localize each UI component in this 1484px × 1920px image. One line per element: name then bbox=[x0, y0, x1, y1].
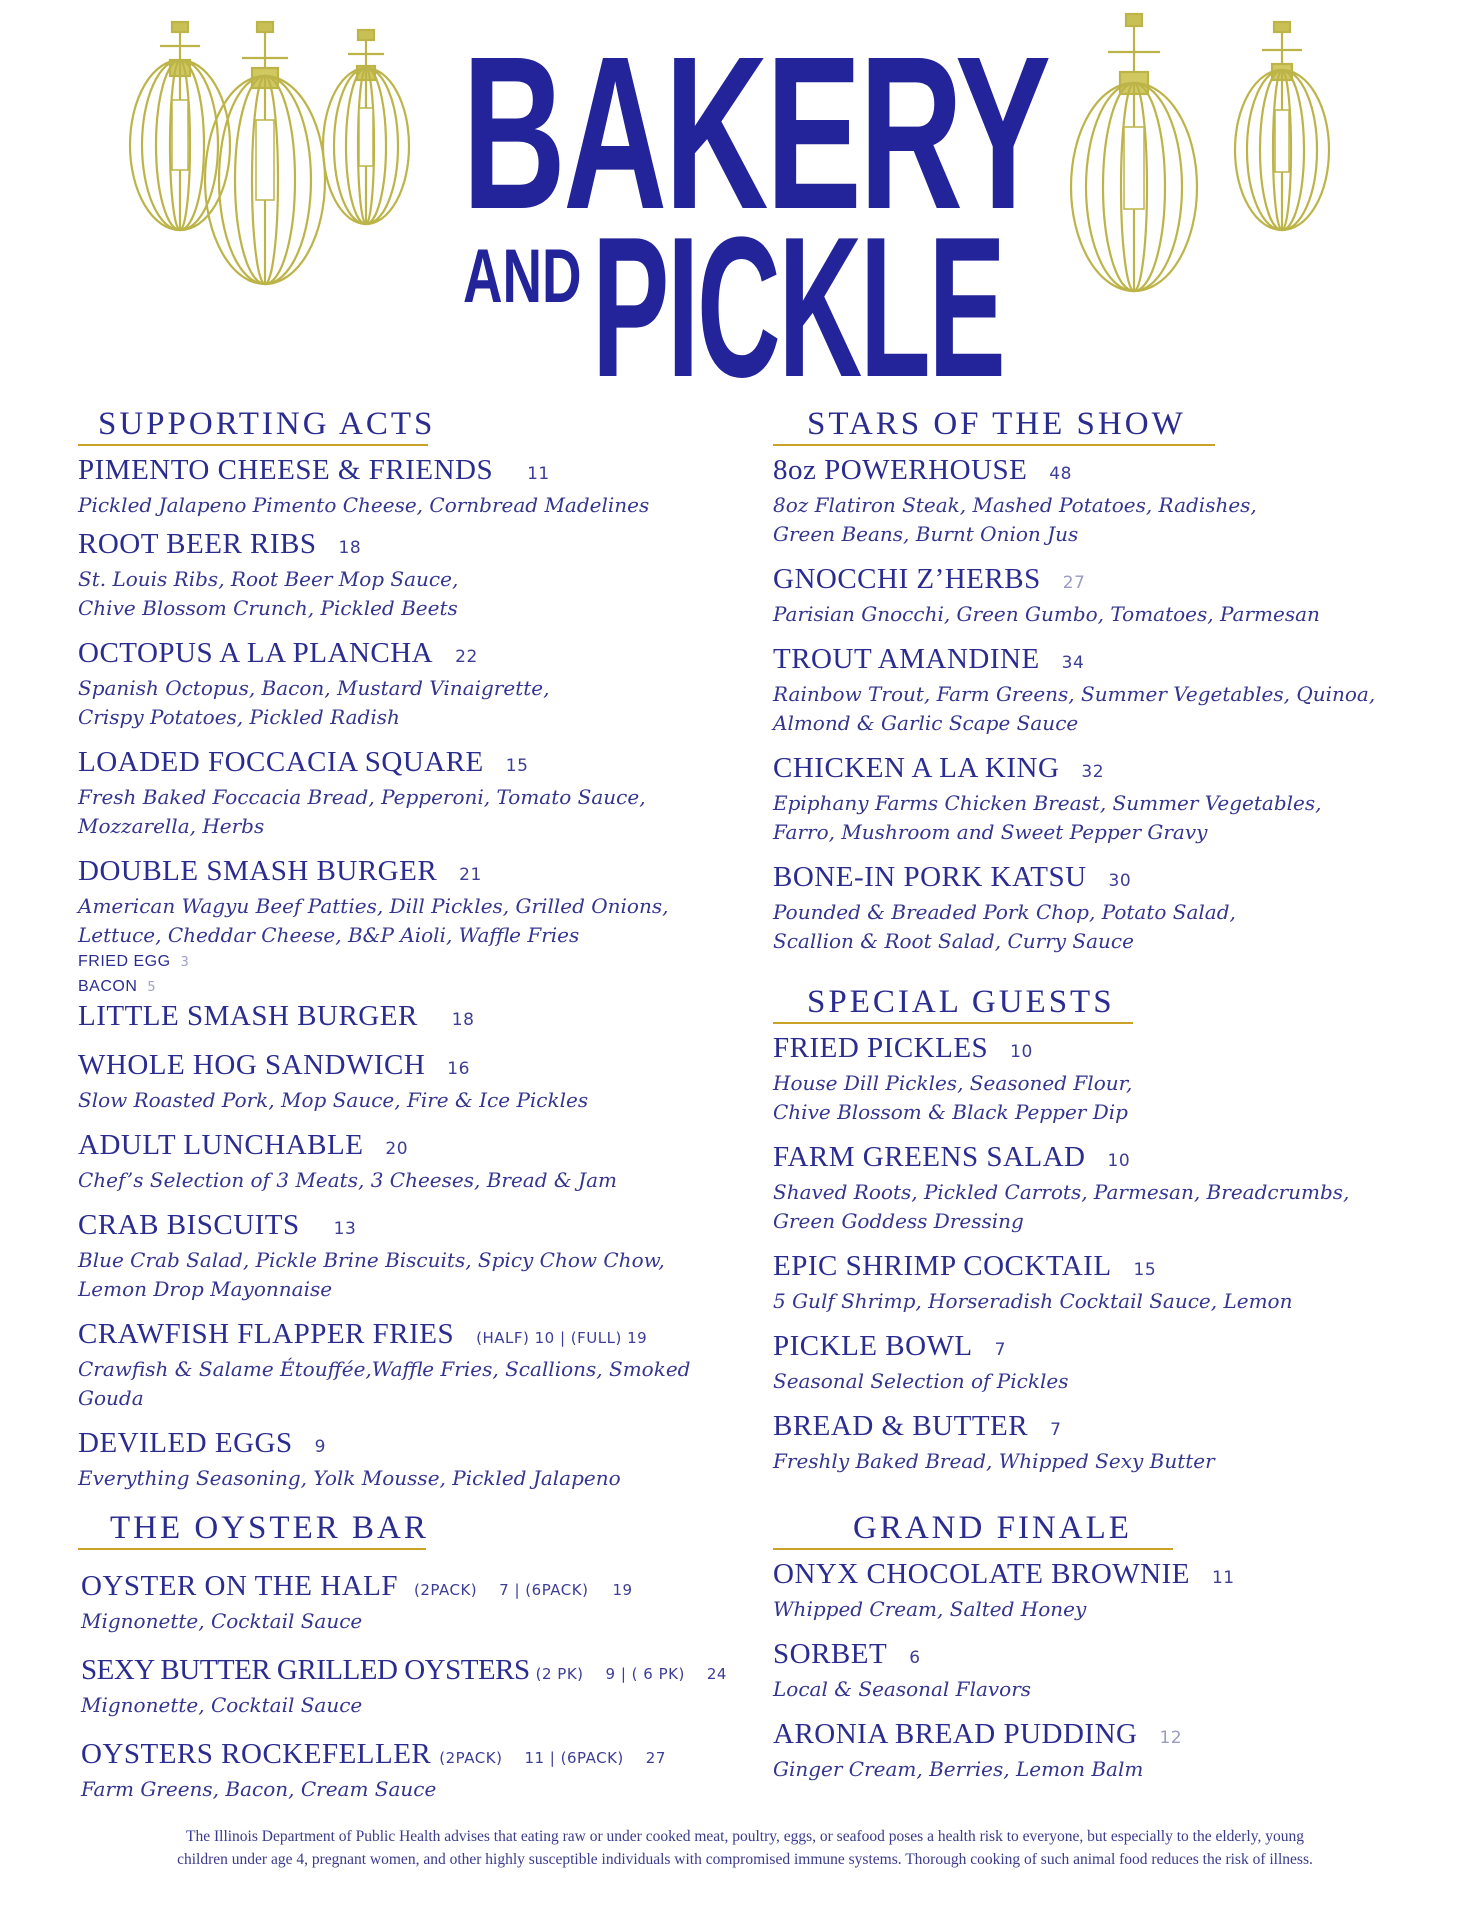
menu-item bbox=[78, 637, 718, 732]
item-price: 13 bbox=[333, 1219, 357, 1239]
item-addon bbox=[78, 975, 718, 1000]
item-description: Farro, Mushroom and Sweet Pepper Gravy bbox=[773, 820, 1208, 844]
item-name: DOUBLE SMASH BURGER bbox=[78, 855, 438, 887]
item-name: CHICKEN A LA KING bbox=[773, 752, 1060, 784]
item-name: 8oz POWERHOUSE bbox=[773, 454, 1028, 486]
item-option: (2PACK) bbox=[414, 1581, 478, 1599]
menu-item bbox=[78, 855, 718, 1000]
item-description: House Dill Pickles, Seasoned Flour, bbox=[773, 1071, 1133, 1095]
addon-name: FRIED EGG bbox=[78, 953, 171, 970]
section-title: GRAND FINALE bbox=[773, 1510, 1173, 1550]
item-description: Seasonal Selection of Pickles bbox=[773, 1369, 1069, 1393]
section-title: STARS OF THE SHOW bbox=[773, 406, 1215, 446]
price-separator: | bbox=[615, 1665, 632, 1683]
whisk-icon bbox=[1066, 12, 1202, 297]
item-price: 11 bbox=[524, 1749, 545, 1767]
item-description: Whipped Cream, Salted Honey bbox=[773, 1597, 1087, 1621]
menu-item bbox=[773, 643, 1433, 738]
menu-item bbox=[78, 1209, 718, 1304]
item-option: (FULL) 19 bbox=[570, 1329, 648, 1347]
menu-item bbox=[773, 563, 1433, 629]
section-title: SUPPORTING ACTS bbox=[78, 406, 428, 446]
item-option: (2PACK) bbox=[439, 1749, 503, 1767]
item-option: (2 PK) bbox=[535, 1665, 584, 1683]
item-description: 8oz Flatiron Steak, Mashed Potatoes, Radishes, bbox=[773, 493, 1257, 517]
menu-item bbox=[773, 1141, 1433, 1236]
menu-item bbox=[78, 1570, 738, 1636]
menu-item bbox=[78, 1738, 738, 1804]
section-oyster-bar bbox=[78, 1510, 738, 1818]
item-description: Crawfish & Salame Étouffée,Waffle Fries, Scallions, Smoked bbox=[78, 1357, 691, 1381]
item-price: 32 bbox=[1081, 762, 1105, 782]
section-title: SPECIAL GUESTS bbox=[773, 984, 1133, 1024]
item-name: WHOLE HOG SANDWICH bbox=[78, 1049, 426, 1081]
item-description: Pounded & Breaded Pork Chop, Potato Salad, bbox=[773, 900, 1236, 924]
item-description: Ginger Cream, Berries, Lemon Balm bbox=[773, 1757, 1144, 1781]
item-description: Spanish Octopus, Bacon, Mustard Vinaigrette, bbox=[78, 676, 550, 700]
item-description: Blue Crab Salad, Pickle Brine Biscuits, Spicy Chow Chow, bbox=[78, 1248, 665, 1272]
item-price: 11 bbox=[1211, 1568, 1235, 1588]
item-description: Mozzarella, Herbs bbox=[78, 814, 265, 838]
item-name: DEVILED EGGS bbox=[78, 1427, 293, 1459]
item-name: ARONIA BREAD PUDDING bbox=[773, 1718, 1138, 1750]
item-name: PICKLE BOWL bbox=[773, 1330, 973, 1362]
item-description: Everything Seasoning, Yolk Mousse, Pickled Jalapeno bbox=[78, 1466, 621, 1490]
item-price: 34 bbox=[1061, 653, 1085, 673]
whisk-icon bbox=[1230, 20, 1334, 235]
item-description: Scallion & Root Salad, Curry Sauce bbox=[773, 929, 1134, 953]
item-description: Almond & Garlic Scape Sauce bbox=[773, 711, 1079, 735]
section-stars-of-the-show bbox=[773, 406, 1433, 970]
item-description: Chive Blossom Crunch, Pickled Beets bbox=[78, 596, 458, 620]
item-price: 15 bbox=[505, 756, 529, 776]
menu-item bbox=[773, 1410, 1433, 1476]
menu-item bbox=[773, 1718, 1433, 1784]
brand-title-and: AND bbox=[463, 234, 582, 319]
menu-item bbox=[78, 1049, 718, 1115]
item-price: 7 bbox=[499, 1581, 510, 1599]
item-price: 10 bbox=[1010, 1042, 1033, 1062]
item-price: 18 bbox=[451, 1010, 475, 1030]
item-price: 24 bbox=[706, 1665, 727, 1683]
price-separator: | bbox=[509, 1581, 526, 1599]
addon-price: 3 bbox=[180, 955, 189, 970]
menu-item bbox=[78, 528, 718, 623]
menu-item bbox=[773, 454, 1433, 549]
item-name: BREAD & BUTTER bbox=[773, 1410, 1029, 1442]
item-description: Chef’s Selection of 3 Meats, 3 Cheeses, Bread & Jam bbox=[78, 1168, 617, 1192]
item-option: ( 6 PK) bbox=[631, 1665, 685, 1683]
menu-item bbox=[78, 1129, 718, 1195]
item-description: Shaved Roots, Pickled Carrots, Parmesan, Breadcrumbs, bbox=[773, 1180, 1350, 1204]
addon-name: BACON bbox=[78, 978, 138, 995]
brand-title-pickle: PICKLE bbox=[592, 196, 1004, 419]
item-description: Farm Greens, Bacon, Cream Sauce bbox=[81, 1777, 437, 1801]
item-name: LITTLE SMASH BURGER bbox=[78, 1000, 418, 1032]
item-description: Rainbow Trout, Farm Greens, Summer Vegetables, Quinoa, bbox=[773, 682, 1376, 706]
item-name: CRAWFISH FLAPPER FRIES bbox=[78, 1318, 455, 1350]
item-price: 22 bbox=[455, 647, 478, 667]
menu-item bbox=[78, 1000, 718, 1037]
item-price: 15 bbox=[1133, 1260, 1157, 1280]
item-name: LOADED FOCCACIA SQUARE bbox=[78, 746, 484, 778]
item-addon bbox=[78, 950, 718, 975]
item-name: FARM GREENS SALAD bbox=[773, 1141, 1086, 1173]
item-description: Fresh Baked Foccacia Bread, Pepperoni, Tomato Sauce, bbox=[78, 785, 646, 809]
item-name: OCTOPUS A LA PLANCHA bbox=[78, 637, 434, 669]
section-grand-finale bbox=[773, 1510, 1433, 1798]
item-price: 10 bbox=[1107, 1151, 1131, 1171]
item-price: 27 bbox=[1062, 573, 1086, 593]
item-description: Pickled Jalapeno Pimento Cheese, Cornbread Madelines bbox=[78, 493, 650, 517]
menu-item bbox=[78, 1427, 718, 1493]
item-price: 16 bbox=[447, 1059, 470, 1079]
item-price: 6 bbox=[909, 1648, 921, 1668]
item-description: St. Louis Ribs, Root Beer Mop Sauce, bbox=[78, 567, 459, 591]
menu-item bbox=[773, 752, 1433, 847]
item-option: (HALF) 10 bbox=[476, 1329, 555, 1347]
menu-item bbox=[78, 1654, 738, 1720]
menu-item bbox=[773, 1250, 1433, 1316]
item-price: 27 bbox=[645, 1749, 666, 1767]
item-description: Chive Blossom & Black Pepper Dip bbox=[773, 1100, 1128, 1124]
item-name: EPIC SHRIMP COCKTAIL bbox=[773, 1250, 1112, 1282]
item-description: Lettuce, Cheddar Cheese, B&P Aioli, Waffle Fries bbox=[78, 923, 580, 947]
item-name: OYSTERS ROCKEFELLER bbox=[81, 1738, 432, 1770]
item-name: SEXY BUTTER GRILLED OYSTERS bbox=[81, 1654, 530, 1686]
item-name: PIMENTO CHEESE & FRIENDS bbox=[78, 454, 494, 486]
disclaimer-line: children under age 4, pregnant women, and other highly susceptible individuals with compromised immune systems. Thorough cooking of such animal food reduces the risk of illness. bbox=[177, 1851, 1313, 1868]
item-price: 48 bbox=[1049, 464, 1072, 484]
menu-item bbox=[773, 1558, 1433, 1624]
item-price: 12 bbox=[1159, 1728, 1183, 1748]
item-name: CRAB BISCUITS bbox=[78, 1209, 300, 1241]
item-option: (6PACK) bbox=[560, 1749, 624, 1767]
item-description: Slow Roasted Pork, Mop Sauce, Fire & Ice Pickles bbox=[78, 1088, 589, 1112]
menu-item bbox=[78, 454, 718, 520]
item-price: 21 bbox=[459, 865, 482, 885]
health-disclaimer bbox=[90, 1825, 1400, 1871]
item-option: (6PACK) bbox=[525, 1581, 589, 1599]
menu-item bbox=[773, 1032, 1433, 1127]
menu-item bbox=[78, 746, 718, 841]
item-name: OYSTER ON THE HALF bbox=[81, 1570, 398, 1602]
item-description: Parisian Gnocchi, Green Gumbo, Tomatoes, Parmesan bbox=[773, 602, 1320, 626]
item-name: SORBET bbox=[773, 1638, 888, 1670]
item-description: 5 Gulf Shrimp, Horseradish Cocktail Sauce, Lemon bbox=[773, 1289, 1293, 1313]
whisk-icon bbox=[200, 20, 330, 290]
item-name: ONYX CHOCOLATE BROWNIE bbox=[773, 1558, 1190, 1590]
item-price: 9 bbox=[605, 1665, 616, 1683]
addon-price: 5 bbox=[147, 980, 156, 995]
menu-item bbox=[773, 1638, 1433, 1704]
item-price: 20 bbox=[385, 1139, 409, 1159]
item-price: 7 bbox=[994, 1340, 1006, 1360]
item-price: 11 bbox=[527, 464, 550, 484]
price-separator: | bbox=[554, 1329, 571, 1347]
item-name: ADULT LUNCHABLE bbox=[78, 1129, 364, 1161]
item-description: Green Goddess Dressing bbox=[773, 1209, 1024, 1233]
item-name: FRIED PICKLES bbox=[773, 1032, 989, 1064]
brand-title-bakery: BAKERY bbox=[462, 12, 1049, 255]
item-description: Local & Seasonal Flavors bbox=[773, 1677, 1032, 1701]
whisk-icon bbox=[318, 28, 414, 228]
item-description: Epiphany Farms Chicken Breast, Summer Vegetables, bbox=[773, 791, 1322, 815]
menu-header bbox=[0, 0, 1484, 419]
item-description: Gouda bbox=[78, 1386, 144, 1410]
item-name: BONE-IN PORK KATSU bbox=[773, 861, 1087, 893]
item-price: 9 bbox=[314, 1437, 326, 1457]
item-description: Mignonette, Cocktail Sauce bbox=[81, 1609, 363, 1633]
item-price: 30 bbox=[1108, 871, 1132, 891]
disclaimer-line: The Illinois Department of Public Health advises that eating raw or under cooked meat, poultry, eggs, or seafood poses a health risk to everyone, but especially to the elderly, young bbox=[186, 1828, 1304, 1845]
menu-item bbox=[773, 861, 1433, 956]
item-description: Green Beans, Burnt Onion Jus bbox=[773, 522, 1079, 546]
menu-item bbox=[78, 1318, 718, 1413]
section-title: THE OYSTER BAR bbox=[78, 1510, 426, 1550]
section-supporting-acts bbox=[78, 406, 718, 1507]
item-price: 19 bbox=[612, 1581, 633, 1599]
item-description: Mignonette, Cocktail Sauce bbox=[81, 1693, 363, 1717]
item-price: 18 bbox=[338, 538, 362, 558]
item-description: Freshly Baked Bread, Whipped Sexy Butter bbox=[773, 1449, 1215, 1473]
item-price: 7 bbox=[1050, 1420, 1062, 1440]
item-description: American Wagyu Beef Patties, Dill Pickles, Grilled Onions, bbox=[78, 894, 669, 918]
item-description: Lemon Drop Mayonnaise bbox=[78, 1277, 333, 1301]
item-description: Crispy Potatoes, Pickled Radish bbox=[78, 705, 400, 729]
menu-item bbox=[773, 1330, 1433, 1396]
section-special-guests bbox=[773, 984, 1433, 1490]
item-name: TROUT AMANDINE bbox=[773, 643, 1040, 675]
price-separator: | bbox=[544, 1749, 561, 1767]
item-name: ROOT BEER RIBS bbox=[78, 528, 317, 560]
item-name: GNOCCHI Z’HERBS bbox=[773, 563, 1041, 595]
